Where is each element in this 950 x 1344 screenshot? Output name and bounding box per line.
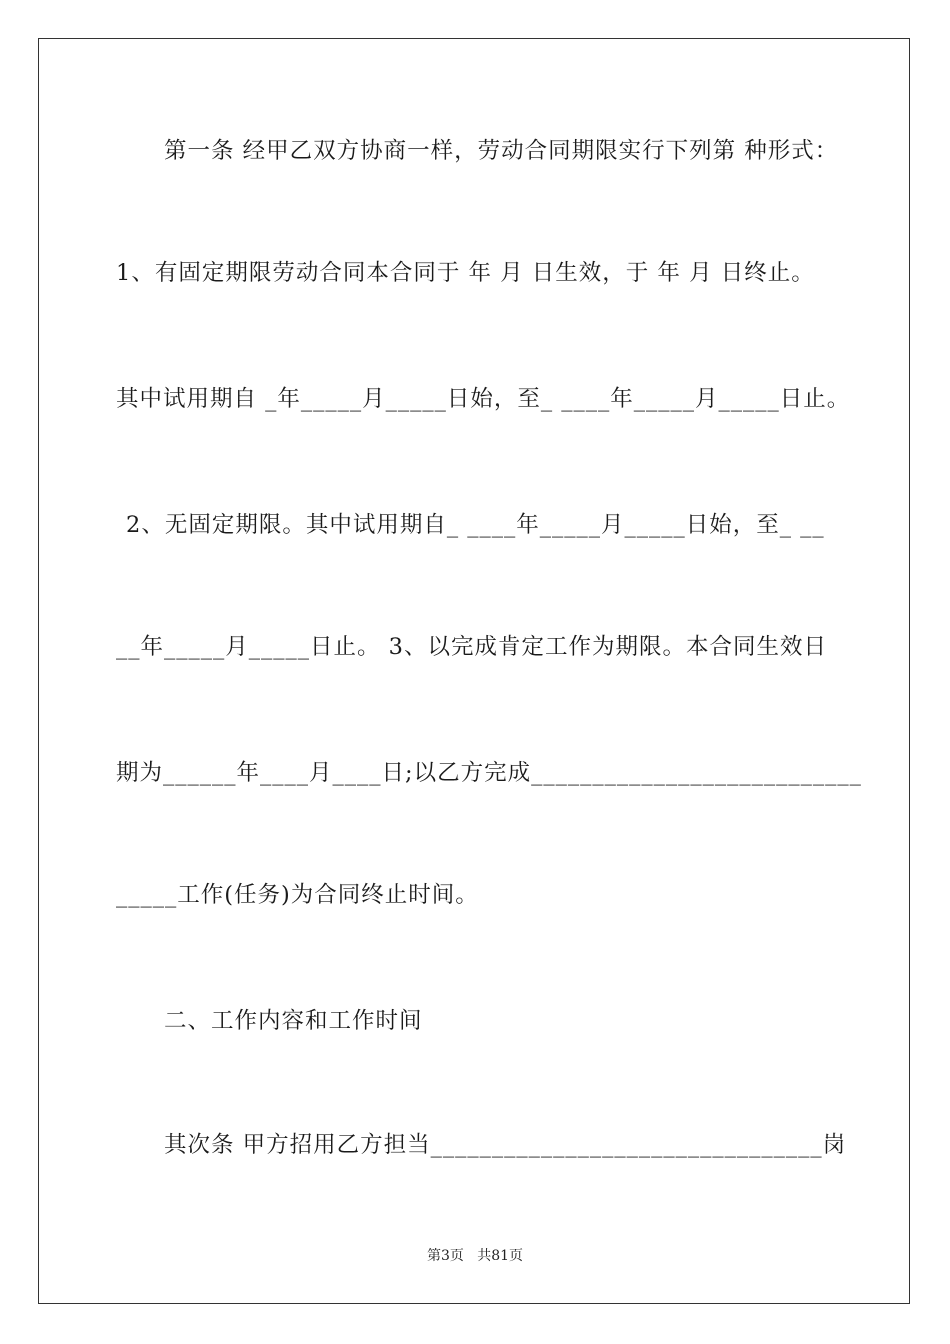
effective-date-line: 期为______年____月____日;以乙方完成___________________________ [116,760,862,786]
termination-condition-line: _____工作(任务)为合同终止时间。 [116,882,479,908]
fixed-term-clause: 1、有固定期限劳动合同本合同于 年 月 日生效，于 年 月 日终止。 [116,260,815,286]
probation-period-line: 其中试用期自 _年_____月_____日始，至_ ____年_____月_____日止。 [116,386,851,412]
clause-1-heading: 第一条 经甲乙双方协商一样，劳动合同期限实行下列第 种形式： [164,138,839,164]
task-based-term-clause: __年_____月_____日止。 3、以完成肯定工作为期限。本合同生效日 [116,634,827,660]
open-ended-term-clause: 2、无固定期限。其中试用期自_ ____年_____月_____日始，至_ __ [126,512,825,538]
page-number-footer: 第3页 共81页 [426,1248,524,1264]
page-border [38,38,910,1304]
clause-2-position-line: 其次条 甲方招用乙方担当________________________________岗 [164,1132,847,1158]
section-heading-work-content: 二、工作内容和工作时间 [164,1008,423,1034]
